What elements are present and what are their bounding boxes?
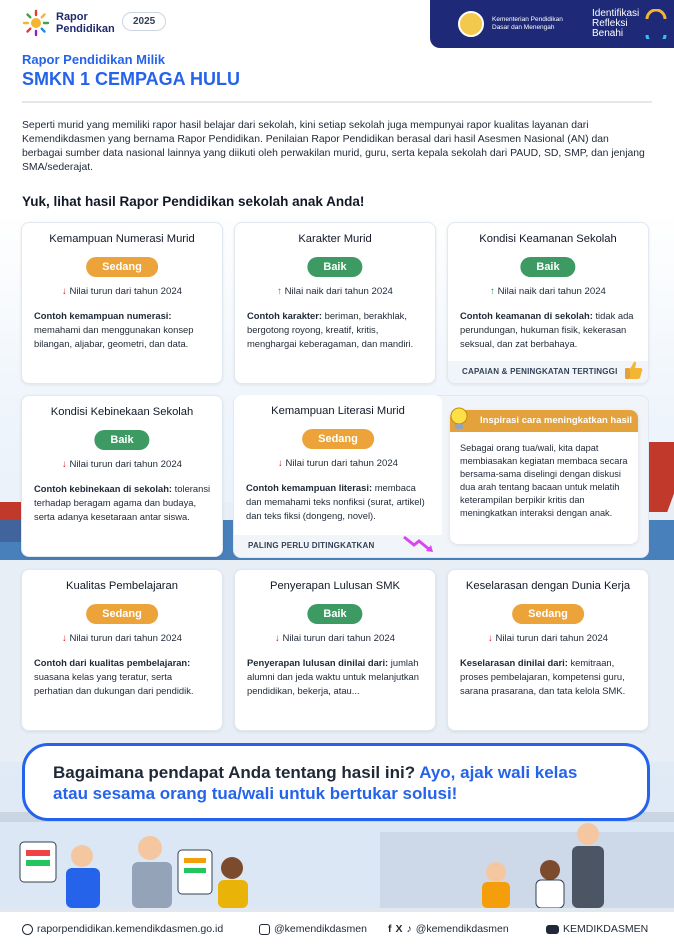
- desc-lead: Penyerapan lulusan dinilai dari:: [247, 657, 389, 668]
- ministry-banner: [430, 0, 674, 48]
- card-title: Keselarasan dengan Dunia Kerja: [465, 580, 631, 592]
- desc-body: toleransi terhadap beragam agama dan budaya, serta adanya kesetaraan antar siswa.: [34, 483, 211, 522]
- status-badge: Baik: [307, 604, 362, 624]
- trend-text: [22, 459, 222, 470]
- card-description: [34, 309, 212, 351]
- status-badge: Sedang: [302, 429, 374, 449]
- arrow-down-icon: ↓: [487, 633, 493, 644]
- desc-body: jumlah alumni dan jeda waktu untuk melanjutkan pendidikan, bekerja, atau...: [247, 657, 419, 696]
- arrow-down-icon: ↓: [61, 286, 67, 297]
- arrow-up-icon: ↑: [490, 286, 495, 297]
- card-description: [246, 481, 432, 523]
- irb-line1: Identifikasi: [592, 8, 640, 19]
- desc-lead: Contoh keamanan di sekolah:: [460, 310, 593, 321]
- card-description: [460, 656, 638, 698]
- trend-label: Nilai turun dari tahun 2024: [69, 459, 182, 470]
- trend-text: [235, 286, 435, 297]
- card-karakter[interactable]: [234, 222, 436, 384]
- desc-lead: Contoh dari kualitas pembelajaran:: [34, 657, 191, 668]
- card-title: Penyerapan Lulusan SMK: [270, 580, 400, 592]
- footer-youtube[interactable]: [546, 923, 648, 935]
- cta-question: Bagaimana pendapat Anda tentang hasil ini?: [53, 763, 416, 782]
- youtube-icon: [546, 925, 559, 934]
- card-title: Karakter Murid: [298, 233, 372, 245]
- year-badge: 2025: [122, 12, 166, 31]
- irb-line2: Refleksi: [592, 18, 628, 29]
- arrow-down-icon: ↓: [274, 633, 280, 644]
- card-title: Kondisi Keamanan Sekolah: [479, 233, 617, 245]
- youtube-handle[interactable]: KEMDIKDASMEN: [563, 923, 649, 935]
- intro-paragraph: Seperti murid yang memiliki rapor hasil belajar dari sekolah, kini setiap sekolah juga mempunyai rapor kualitas layanan dari Kemendikdasmen yang bernama Rapor Pendidikan. Penilaian Rapor Pendidikan berasal dari hasil Asesmen Nasional (AN) dan berbagai sumber data nasional lainnya yang diikuti oleh perwakilan murid, guru, serta kepala sekolah dari PAUD, SD, SMP, dan jenjang SMA/sederajat.: [22, 120, 645, 173]
- status-badge: Baik: [520, 257, 575, 277]
- trend-label: Nilai naik dari tahun 2024: [284, 286, 393, 297]
- desc-body: membaca dan memahami teks nonfiksi (surat, artikel) dan teks fiksi (dongeng, novel).: [246, 482, 425, 521]
- inspiration-body: Sebagai orang tua/wali, kita dapat membiasakan kegiatan membaca secara bersama-sama diselingi dengan diskusi dua arah tentang bacaan untuk melatih keterampilan berpikir kritis dan meningkatkan interaksi dengan anak.: [460, 443, 628, 518]
- card-keselarasan[interactable]: [447, 569, 649, 731]
- instagram-handle[interactable]: @kemendikdasmen: [274, 923, 367, 935]
- desc-body: memahami dan menggunakan konsep bilangan, aljabar, geometri, dan data.: [34, 324, 194, 349]
- rapor-pendidikan-logo: [22, 9, 115, 37]
- status-badge: Baik: [307, 257, 362, 277]
- instagram-icon: [259, 924, 270, 935]
- card-title: Kondisi Kebinekaan Sekolah: [50, 406, 194, 418]
- website-link[interactable]: raporpendidikan.kemendikdasmen.go.id: [37, 923, 224, 935]
- status-badge: Sedang: [512, 604, 584, 624]
- x-icon: X: [395, 923, 403, 935]
- header: [0, 0, 674, 96]
- card-keamanan[interactable]: [447, 222, 649, 384]
- footer-socials[interactable]: [388, 923, 509, 935]
- inspiration-title: Inspirasi cara meningkatkan hasil: [450, 410, 638, 432]
- trend-label: Nilai turun dari tahun 2024: [282, 633, 395, 644]
- arrow-up-icon: ↑: [277, 286, 282, 297]
- footer-instagram[interactable]: [259, 923, 367, 935]
- people-illustration: [0, 822, 674, 908]
- cta-action-1: Ayo, ajak wali kelas: [419, 763, 578, 782]
- lightbulb-icon: [446, 404, 472, 434]
- arrow-down-icon: ↓: [61, 459, 67, 470]
- call-to-action: [22, 743, 650, 821]
- card-description: [34, 656, 212, 698]
- logo-line2: Pendidikan: [56, 23, 115, 35]
- sun-logo-icon: [22, 9, 50, 37]
- arrow-down-icon: ↓: [277, 458, 283, 469]
- cta-action-2: atau sesama orang tua/wali untuk bertukar solusi!: [53, 784, 458, 803]
- desc-lead: Keselarasan dinilai dari:: [460, 657, 568, 668]
- card-literasi[interactable]: [234, 395, 442, 557]
- ministry-seal-icon: [458, 11, 484, 37]
- desc-body: tidak ada perundungan, hukuman fisik, kekerasan seksual, dan zat berbahaya.: [460, 310, 634, 349]
- desc-lead: Contoh karakter:: [247, 310, 323, 321]
- desc-body: beriman, berakhlak, bergotong royong, kreatif, kritis, menghargai keberagaman, dan mandiri.: [247, 310, 414, 349]
- desc-body: suasana kelas yang teratur, serta perhatian dan dukungan dari pendidik.: [34, 671, 194, 696]
- ministry-name: Kementerian Pendidikan Dasar dan Menengah: [492, 16, 563, 31]
- card-penyerapan-lulusan[interactable]: [234, 569, 436, 731]
- card-title: Kemampuan Literasi Murid: [271, 405, 405, 417]
- card-description: [247, 309, 425, 351]
- trend-text: [448, 286, 648, 297]
- thumbs-up-icon: [622, 359, 644, 381]
- status-badge: Sedang: [86, 604, 158, 624]
- desc-lead: Contoh kemampuan numerasi:: [34, 310, 172, 321]
- section-title: Yuk, lihat hasil Rapor Pendidikan sekolah anak Anda!: [22, 194, 365, 209]
- trend-label: Nilai turun dari tahun 2024: [495, 633, 608, 644]
- trend-label: Nilai turun dari tahun 2024: [285, 458, 398, 469]
- status-badge: Sedang: [86, 257, 158, 277]
- logo-text: [56, 11, 115, 35]
- school-name: SMKN 1 CEMPAGA HULU: [22, 69, 241, 89]
- trend-text: [448, 633, 648, 644]
- card-title: Kualitas Pembelajaran: [66, 580, 178, 592]
- arrow-down-icon: ↓: [61, 633, 67, 644]
- highest-achievement-label: CAPAIAN & PENINGKATAN TERTINGGI: [448, 361, 648, 383]
- tiktok-icon: ♪: [406, 923, 412, 935]
- card-title: Kemampuan Numerasi Murid: [49, 233, 195, 245]
- footer: [0, 912, 674, 949]
- irb-arc-icon: [643, 9, 669, 39]
- trend-down-arrow-icon: [402, 533, 436, 555]
- irb-logo: [592, 9, 639, 39]
- trend-label: Nilai turun dari tahun 2024: [69, 286, 182, 297]
- header-divider: [22, 101, 652, 103]
- footer-website[interactable]: [22, 923, 223, 935]
- trend-text: [22, 286, 222, 297]
- desc-body: kemitraan, proses pembelajaran, kompetensi guru, sarana prasarana, dan tata kelola SMK.: [460, 657, 626, 696]
- card-description: [247, 656, 425, 698]
- card-description: [460, 309, 638, 351]
- card-numerasi[interactable]: [21, 222, 223, 384]
- card-kebinekaan[interactable]: [21, 395, 223, 557]
- globe-icon: [22, 924, 33, 935]
- desc-lead: Contoh kemampuan literasi:: [246, 482, 373, 493]
- trend-text: [234, 458, 442, 469]
- trend-text: [22, 633, 222, 644]
- needs-improvement-label: PALING PERLU DITINGKATKAN: [234, 535, 442, 557]
- status-badge: Baik: [94, 430, 149, 450]
- desc-lead: Contoh kebinekaan di sekolah:: [34, 483, 173, 494]
- socials-handle[interactable]: @kemendikdasmen: [415, 923, 509, 935]
- trend-label: Nilai naik dari tahun 2024: [497, 286, 606, 297]
- trend-text: [235, 633, 435, 644]
- card-description: [34, 482, 212, 524]
- facebook-icon: f: [388, 923, 392, 935]
- page-subtitle: Rapor Pendidikan Milik: [22, 52, 166, 67]
- inspiration-box: [450, 410, 638, 544]
- irb-line3: Benahi: [592, 28, 624, 39]
- card-kualitas-pembelajaran[interactable]: [21, 569, 223, 731]
- logo-line1: Rapor: [56, 11, 88, 23]
- trend-label: Nilai turun dari tahun 2024: [69, 633, 182, 644]
